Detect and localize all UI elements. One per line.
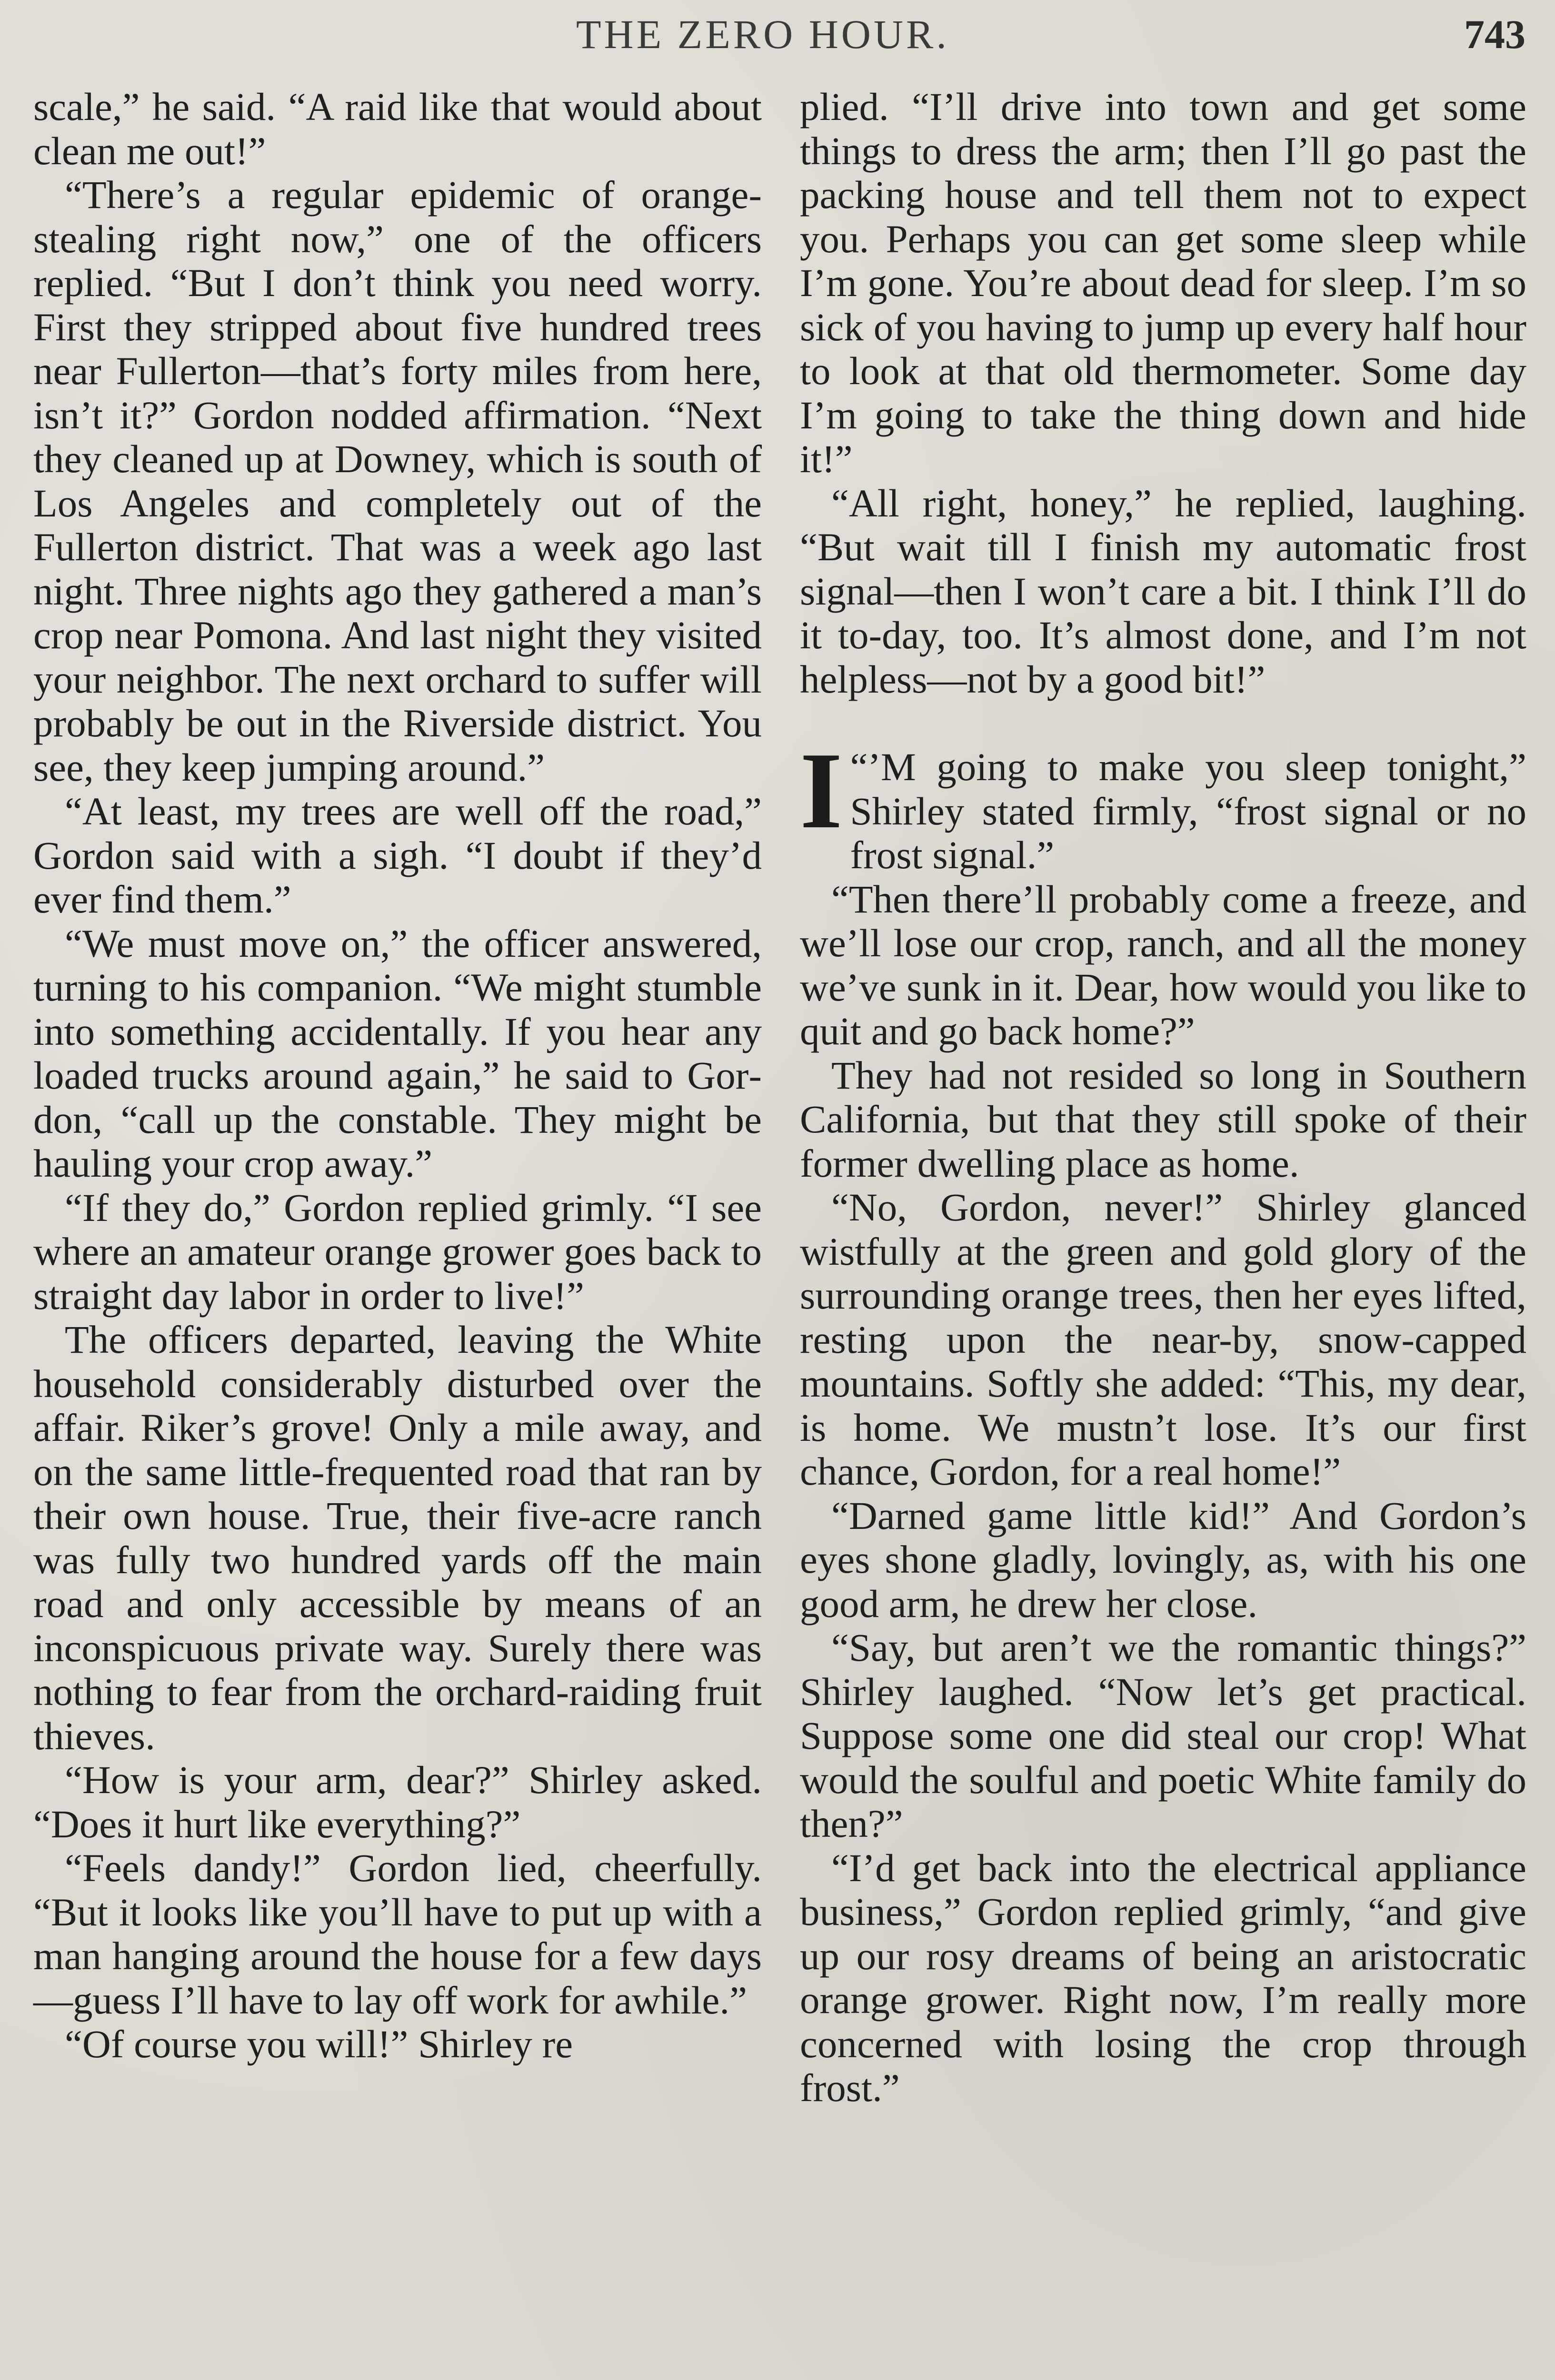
open-quote: “: [850, 745, 868, 789]
page-number: 743: [1464, 11, 1525, 57]
paragraph: The officers departed, leaving the White household considerably disturbed over the affair. Riker’s grove! Only a mile away, and on the same little-frequented road that ran by their own house. True, their five-acre ranch was fully two hundred yards off the main road and only accessible by means of an inconspicuous private way. Surely there was nothing to fear from the orchard-raiding fruit thieves.: [33, 1318, 762, 1758]
paragraph: “I’d get back into the electrical appliance business,” Gordon replied grimly, “and give up our rosy dreams of being an aristocratic orange grower. Right now, I’m really more concerned with losing the crop through frost.”: [800, 1845, 1526, 2110]
paragraph: “Feels dandy!” Gordon lied, cheerfully. “But it looks like you’ll have to put up with a man hanging around the house for a few days—guess I’ll have to lay off work for awhile.”: [33, 1846, 762, 2022]
paragraph: “There’s a regular epidemic of orange-stealing right now,” one of the officers replied. “But I don’t think you need worry. First they stripped about five hundred trees near Fullerton—that’s forty miles from here, isn’t it?” Gordon nodded affirmation. “Next they cleaned up at Downey, which is south of Los Angeles and completely out of the Fullerton district. That was a week ago last night. Three nights ago they gathered a man’s crop near Pomona. And last night they visited your neighbor. The next orchard to suffer will probably be out in the Riverside district. You see, they keep jumping around.”: [33, 173, 762, 789]
running-title: THE ZERO HOUR.: [576, 11, 949, 57]
paragraph: “How is your arm, dear?” Shirley asked. “Does it hurt like everything?”: [33, 1758, 762, 1846]
paragraph: “No, Gordon, never!” Shirley glanced wistfully at the green and gold glory of the surrounding orange trees, then her eyes lifted, resting upon the near-by, snow-capped mountains. Softly she added: “This, my dear, is home. We mustn’t lose. It’s our first chance, Gordon, for a real home!”: [800, 1185, 1526, 1493]
paragraph: “Then there’ll probably come a freeze, and we’ll lose our crop, ranch, and all the money we’ve sunk in it. Dear, how would you like to quit and go back home?”: [800, 877, 1526, 1053]
running-head: [0, 10, 1555, 63]
paragraph: scale,” he said. “A raid like that would about clean me out!”: [33, 85, 762, 173]
left-column: [33, 85, 762, 2066]
section-opening-paragraph: [800, 730, 1526, 877]
section-opening-text: ’M going to make you sleep tonight,” Shirley stated firmly, “frost signal or no frost signal.”: [850, 745, 1526, 877]
paragraph: “All right, honey,” he replied, laughing. “But wait till I finish my automatic frost signal—then I won’t care a bit. I think I’ll do it to-day, too. It’s almost done, and I’m not helpless—not by a good bit!”: [800, 481, 1526, 701]
paragraph: “If they do,” Gordon replied grimly. “I see where an amateur orange grower goes back to straight day labor in order to live!”: [33, 1185, 762, 1318]
paragraph: “Say, but aren’t we the romantic things?” Shirley laughed. “Now let’s get practical. Suppose some one did steal our crop! What would the soulful and poetic White family do then?”: [800, 1626, 1526, 1845]
right-column: [800, 85, 1526, 2110]
paragraph: plied. “I’ll drive into town and get some things to dress the arm; then I’ll go past the packing house and tell them not to expect you. Perhaps you can get some sleep while I’m gone. You’re about dead for sleep. I’m so sick of you having to jump up every half hour to look at that old thermometer. Some day I’m going to take the thing down and hide it!”: [800, 85, 1526, 481]
paragraph: “At least, my trees are well off the road,” Gordon said with a sigh. “I doubt if they’d ever find them.”: [33, 789, 762, 921]
paragraph: “Darned game little kid!” And Gordon’s eyes shone gladly, lovingly, as, with his one good arm, he drew her close.: [800, 1493, 1526, 1626]
paragraph: “Of course you will!” Shirley re: [65, 2022, 573, 2066]
drop-cap: I: [800, 730, 843, 851]
paragraph: They had not resided so long in Southern California, but that they still spoke of their former dwelling place as home.: [800, 1053, 1526, 1185]
paragraph: “We must move on,” the officer answered, turning to his companion. “We might stumble into something accidentally. If you hear any loaded trucks around again,” he said to Gordon, “call up the constable. They might be hauling your crop away.”: [33, 921, 762, 1185]
